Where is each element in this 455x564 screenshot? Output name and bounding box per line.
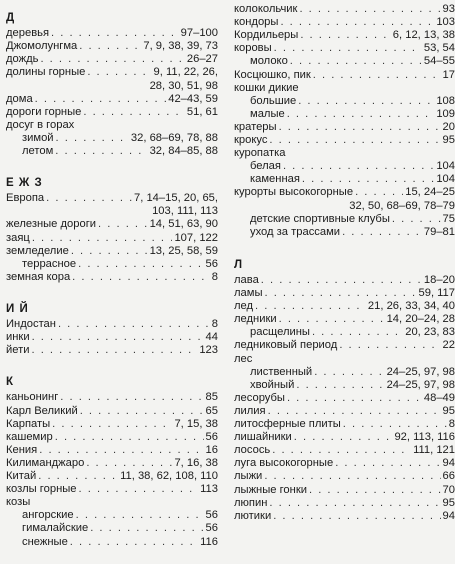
entry-term: лесорубы xyxy=(234,391,285,404)
entry-pages: 116 xyxy=(200,535,218,548)
dot-leader xyxy=(287,108,435,121)
index-entry xyxy=(6,470,218,483)
entry-pages: 54–55 xyxy=(423,55,455,68)
dot-leader xyxy=(56,132,129,145)
entry-term: люпин xyxy=(234,496,268,509)
index-entry xyxy=(6,218,218,231)
index-entry xyxy=(6,192,218,205)
entry-term: литосферные плиты xyxy=(234,418,341,430)
index-entry xyxy=(234,95,455,108)
index-entry xyxy=(6,53,218,66)
entry-term: долины горные xyxy=(6,66,86,79)
entry-term: досуг в горах xyxy=(6,118,75,131)
index-entry xyxy=(234,353,455,366)
index-entry xyxy=(6,496,218,509)
entry-pages: 65 xyxy=(205,404,218,417)
entry-term: расщелины xyxy=(250,326,310,339)
entry-pages: 20 xyxy=(442,120,455,133)
index-entry xyxy=(234,147,455,160)
dot-leader xyxy=(264,287,416,300)
entry-pages: 95 xyxy=(442,134,455,146)
entry-pages: 56 xyxy=(205,509,218,522)
entry-pages: 56 xyxy=(205,257,218,270)
entry-term: большие xyxy=(250,94,297,107)
section-letter: Е Ж З xyxy=(6,177,43,190)
index-entry xyxy=(6,331,218,344)
index-entry xyxy=(234,379,455,392)
entry-term: каменная xyxy=(250,173,300,186)
entry-pages-continued: 103, 111, 113 xyxy=(152,205,218,218)
dot-leader xyxy=(283,160,434,173)
entry-term: йети xyxy=(6,344,30,357)
entry-pages: 8 xyxy=(211,270,218,283)
dot-leader xyxy=(86,457,172,470)
index-entry xyxy=(6,457,218,470)
entry-pages: 94 xyxy=(442,457,455,470)
entry-term: лишайники xyxy=(234,431,292,444)
index-entry xyxy=(234,173,455,186)
dot-leader xyxy=(98,218,148,231)
entry-term: земная кора xyxy=(6,270,71,283)
index-entry xyxy=(234,484,455,497)
index-entry-continuation xyxy=(234,200,455,213)
entry-pages: 103 xyxy=(436,16,455,29)
entry-pages: 32, 84–85, 88 xyxy=(149,145,218,157)
entry-term: лютики xyxy=(234,509,272,522)
dot-leader xyxy=(313,69,441,82)
entry-pages: 111, 121 xyxy=(413,444,455,457)
index-entry xyxy=(6,522,218,535)
entry-term: Карл Великий xyxy=(6,404,78,417)
index-entry xyxy=(6,258,218,271)
index-entry xyxy=(234,29,455,42)
entry-pages: 51, 61 xyxy=(186,105,218,118)
index-entry xyxy=(234,497,455,510)
dot-leader xyxy=(46,192,132,205)
dot-leader xyxy=(32,232,173,245)
entry-pages: 7, 16, 38 xyxy=(174,456,218,469)
entry-term: лосось xyxy=(234,444,271,457)
dot-leader xyxy=(58,318,210,331)
entry-term: детские спортивные клубы xyxy=(250,212,390,225)
dot-leader xyxy=(79,483,199,496)
index-entry xyxy=(234,457,455,470)
entry-pages: 93 xyxy=(442,3,455,15)
entry-term: Карпаты xyxy=(6,417,51,430)
index-entry xyxy=(6,40,218,53)
dot-leader xyxy=(80,405,204,418)
index-entry xyxy=(6,119,218,132)
dot-leader xyxy=(79,40,141,53)
dot-leader xyxy=(71,245,148,258)
index-entry xyxy=(6,344,218,357)
entry-pages: 123 xyxy=(199,344,218,357)
entry-pages: 8 xyxy=(448,418,455,430)
dot-leader xyxy=(264,470,440,483)
entry-term: уход за трассами xyxy=(250,225,341,238)
entry-term: террасное xyxy=(22,257,77,270)
dot-leader xyxy=(269,497,440,510)
index-entry xyxy=(234,339,455,352)
entry-pages: 20, 23, 83 xyxy=(405,326,455,339)
entry-term: Индостан xyxy=(6,318,56,330)
entry-term: коровы xyxy=(234,42,272,55)
index-entry xyxy=(6,271,218,284)
entry-pages: 92, 113, 116 xyxy=(394,431,455,444)
section-letter: Л xyxy=(234,258,244,271)
entry-pages-continued: 28, 30, 51, 98 xyxy=(149,79,218,92)
entry-pages: 44 xyxy=(205,331,218,344)
entry-term: кошки дикие xyxy=(234,81,299,94)
dot-leader xyxy=(339,339,440,352)
index-entry xyxy=(234,444,455,457)
entry-pages: 7, 15, 38 xyxy=(174,417,218,430)
dot-leader xyxy=(83,106,185,119)
entry-pages: 14, 20–24, 28 xyxy=(386,313,455,326)
entry-pages: 22 xyxy=(442,339,455,352)
entry-pages: 16 xyxy=(205,443,218,456)
entry-term: снежные xyxy=(22,535,68,548)
dot-leader xyxy=(272,444,411,457)
section-letter: И Й xyxy=(6,302,29,315)
entry-term: Кения xyxy=(6,443,38,456)
entry-pages: 79–81 xyxy=(423,225,455,238)
entry-pages: 107, 122 xyxy=(174,231,218,244)
entry-term: деревья xyxy=(6,27,50,40)
dot-leader xyxy=(52,418,172,431)
entry-term: гималайские xyxy=(22,522,89,535)
dot-leader xyxy=(302,173,434,186)
dot-leader xyxy=(343,418,447,431)
dot-leader xyxy=(312,326,403,339)
entry-term: козы xyxy=(6,496,31,509)
entry-term: каньонинг xyxy=(6,391,59,404)
index-entry xyxy=(234,213,455,226)
dot-leader xyxy=(355,186,403,199)
entry-term: куропатка xyxy=(234,147,286,160)
index-entry xyxy=(234,431,455,444)
dot-leader xyxy=(60,391,203,404)
entry-term: ледниковый период xyxy=(234,339,338,352)
entry-term: заяц xyxy=(6,231,30,244)
entry-pages: 95 xyxy=(442,404,455,417)
dot-leader xyxy=(279,313,385,326)
entry-term: курорты высокогорные xyxy=(234,186,354,199)
dot-leader xyxy=(287,392,422,405)
entry-term: дома xyxy=(6,92,33,105)
entry-term: ламы xyxy=(234,287,263,299)
index-entry xyxy=(234,134,455,147)
entry-pages: 13, 25, 58, 59 xyxy=(149,244,218,257)
entry-term: Килиманджаро xyxy=(6,456,85,469)
entry-pages: 108 xyxy=(436,94,455,107)
entry-pages: 18–20 xyxy=(423,273,455,286)
entry-pages: 15, 24–25 xyxy=(405,186,455,199)
section-letter: Д xyxy=(6,12,16,24)
entry-term: лед xyxy=(234,300,254,313)
dot-leader xyxy=(269,134,440,147)
entry-pages: 42–43, 59 xyxy=(168,92,218,105)
index-entry xyxy=(6,444,218,457)
dot-leader xyxy=(72,271,210,284)
dot-leader xyxy=(55,431,204,444)
entry-pages: 66 xyxy=(442,470,455,483)
entry-pages: 85 xyxy=(205,391,218,404)
entry-term: ангорские xyxy=(22,509,74,522)
index-entry xyxy=(6,483,218,496)
entry-pages: 104 xyxy=(436,160,455,173)
entry-pages: 6, 12, 13, 38 xyxy=(392,29,455,42)
entry-pages: 94 xyxy=(442,509,455,522)
dot-leader xyxy=(290,55,422,68)
index-entry xyxy=(234,274,455,287)
index-entry-continuation xyxy=(6,80,218,93)
dot-leader xyxy=(255,300,366,313)
entry-pages: 95 xyxy=(442,496,455,509)
dot-leader xyxy=(342,226,422,239)
index-entry xyxy=(6,318,218,331)
index-entry xyxy=(6,536,218,549)
index-entry xyxy=(234,510,455,523)
dot-leader xyxy=(314,366,384,379)
entry-term: инки xyxy=(6,331,30,344)
dot-leader xyxy=(335,457,440,470)
dot-leader xyxy=(273,510,440,523)
index-entry xyxy=(6,27,218,40)
dot-leader xyxy=(296,379,384,392)
entry-pages: 7, 14–15, 20, 65, xyxy=(134,192,218,205)
entry-pages: 11, 38, 62, 108, 110 xyxy=(120,470,218,482)
dot-leader xyxy=(70,536,198,549)
entry-pages: 59, 117 xyxy=(418,287,455,299)
index-entry xyxy=(6,132,218,145)
dot-leader xyxy=(40,53,184,66)
entry-term: молоко xyxy=(250,55,288,68)
entry-pages: 97–100 xyxy=(180,27,218,40)
index-entry xyxy=(6,93,218,106)
index-entry xyxy=(6,66,218,79)
entry-pages: 109 xyxy=(436,107,455,120)
entry-pages: 56 xyxy=(205,522,218,535)
entry-pages: 7, 9, 38, 39, 73 xyxy=(143,40,218,53)
index-entry xyxy=(234,121,455,134)
entry-pages: 17 xyxy=(442,68,455,81)
entry-pages-continued: 32, 50, 68–69, 78–79 xyxy=(349,199,455,212)
dot-leader xyxy=(299,3,440,16)
index-entry xyxy=(234,226,455,239)
dot-leader xyxy=(268,405,441,418)
entry-pages: 26–27 xyxy=(186,53,218,66)
entry-term: дороги горные xyxy=(6,105,82,118)
index-entry xyxy=(6,418,218,431)
entry-term: лес xyxy=(234,352,253,365)
index-entry xyxy=(234,287,455,300)
index-entry xyxy=(6,405,218,418)
index-entry xyxy=(234,16,455,29)
entry-term: дождь xyxy=(6,53,39,66)
entry-term: Джомолунгма xyxy=(6,40,78,53)
index-entry xyxy=(234,82,455,95)
dot-leader xyxy=(300,29,390,42)
dot-leader xyxy=(87,66,151,79)
index-entry xyxy=(234,55,455,68)
entry-term: Европа xyxy=(6,192,45,205)
dot-leader xyxy=(38,470,118,483)
dot-leader xyxy=(274,42,422,55)
entry-term: ледники xyxy=(234,313,277,326)
index-entry xyxy=(234,160,455,173)
entry-pages: 113 xyxy=(200,483,218,496)
dot-leader xyxy=(294,431,393,444)
dot-leader xyxy=(55,145,147,158)
index-entry xyxy=(234,42,455,55)
index-entry xyxy=(234,366,455,379)
entry-term: лыжи xyxy=(234,470,263,483)
dot-leader xyxy=(35,93,167,106)
index-entry xyxy=(6,106,218,119)
dot-leader xyxy=(90,522,203,535)
entry-pages: 53, 54 xyxy=(423,42,455,55)
entry-pages: 9, 11, 22, 26, xyxy=(153,66,218,79)
index-entry xyxy=(6,431,218,444)
index-entry xyxy=(234,392,455,405)
index-entry xyxy=(6,391,218,404)
dot-leader xyxy=(261,274,422,287)
entry-pages: 21, 26, 33, 34, 40 xyxy=(367,300,455,313)
dot-leader xyxy=(280,16,434,29)
entry-term: луга высокогорные xyxy=(234,457,334,470)
dot-leader xyxy=(78,258,203,271)
entry-pages: 48–49 xyxy=(423,391,455,404)
dot-leader xyxy=(31,344,197,357)
entry-term: хвойный xyxy=(250,378,295,391)
index-entry xyxy=(234,300,455,313)
index-entry xyxy=(234,313,455,326)
entry-term: колокольчик xyxy=(234,3,298,15)
entry-pages: 75 xyxy=(442,212,455,225)
entry-term: лиственный xyxy=(250,365,313,378)
index-entry xyxy=(234,69,455,82)
entry-pages: 32, 68–69, 78, 88 xyxy=(130,131,218,144)
dot-leader xyxy=(51,27,179,40)
entry-pages: 56 xyxy=(205,430,218,443)
index-entry xyxy=(6,245,218,258)
entry-term: зимой xyxy=(22,131,54,144)
entry-term: Кордильеры xyxy=(234,29,299,42)
entry-term: летом xyxy=(22,145,54,157)
entry-term: лава xyxy=(234,273,259,286)
entry-term: кратеры xyxy=(234,120,277,133)
dot-leader xyxy=(309,484,441,497)
index-entry xyxy=(234,3,455,16)
dot-leader xyxy=(39,444,203,457)
entry-pages: 14, 51, 63, 90 xyxy=(149,218,218,231)
index-entry xyxy=(234,470,455,483)
entry-term: Косцюшко, пик xyxy=(234,68,311,81)
index-entry xyxy=(234,108,455,121)
index-entry xyxy=(6,509,218,522)
entry-pages: 8 xyxy=(211,318,218,330)
dot-leader xyxy=(392,213,441,226)
entry-term: лилия xyxy=(234,404,266,417)
entry-term: лыжные гонки xyxy=(234,483,307,496)
entry-pages: 104 xyxy=(436,173,455,186)
entry-pages: 24–25, 97, 98 xyxy=(386,365,455,378)
entry-term: крокус xyxy=(234,134,268,146)
entry-term: земледелие xyxy=(6,244,69,257)
entry-term: железные дороги xyxy=(6,218,97,231)
index-entry-continuation xyxy=(6,205,218,218)
index-entry xyxy=(234,186,455,199)
entry-term: малые xyxy=(250,107,285,120)
index-entry xyxy=(6,145,218,158)
index-entry xyxy=(6,232,218,245)
entry-term: кашемир xyxy=(6,430,53,443)
entry-pages: 24–25, 97, 98 xyxy=(386,378,455,391)
entry-term: белая xyxy=(250,160,281,173)
entry-term: кондоры xyxy=(234,16,279,29)
index-entry xyxy=(234,418,455,431)
entry-term: козлы горные xyxy=(6,483,77,496)
dot-leader xyxy=(76,509,204,522)
section-letter: К xyxy=(6,376,15,389)
entry-term: Китай xyxy=(6,470,37,482)
entry-pages: 70 xyxy=(442,483,455,496)
dot-leader xyxy=(32,331,204,344)
index-entry xyxy=(234,326,455,339)
dot-leader xyxy=(298,95,434,108)
index-entry xyxy=(234,405,455,418)
dot-leader xyxy=(279,121,441,134)
